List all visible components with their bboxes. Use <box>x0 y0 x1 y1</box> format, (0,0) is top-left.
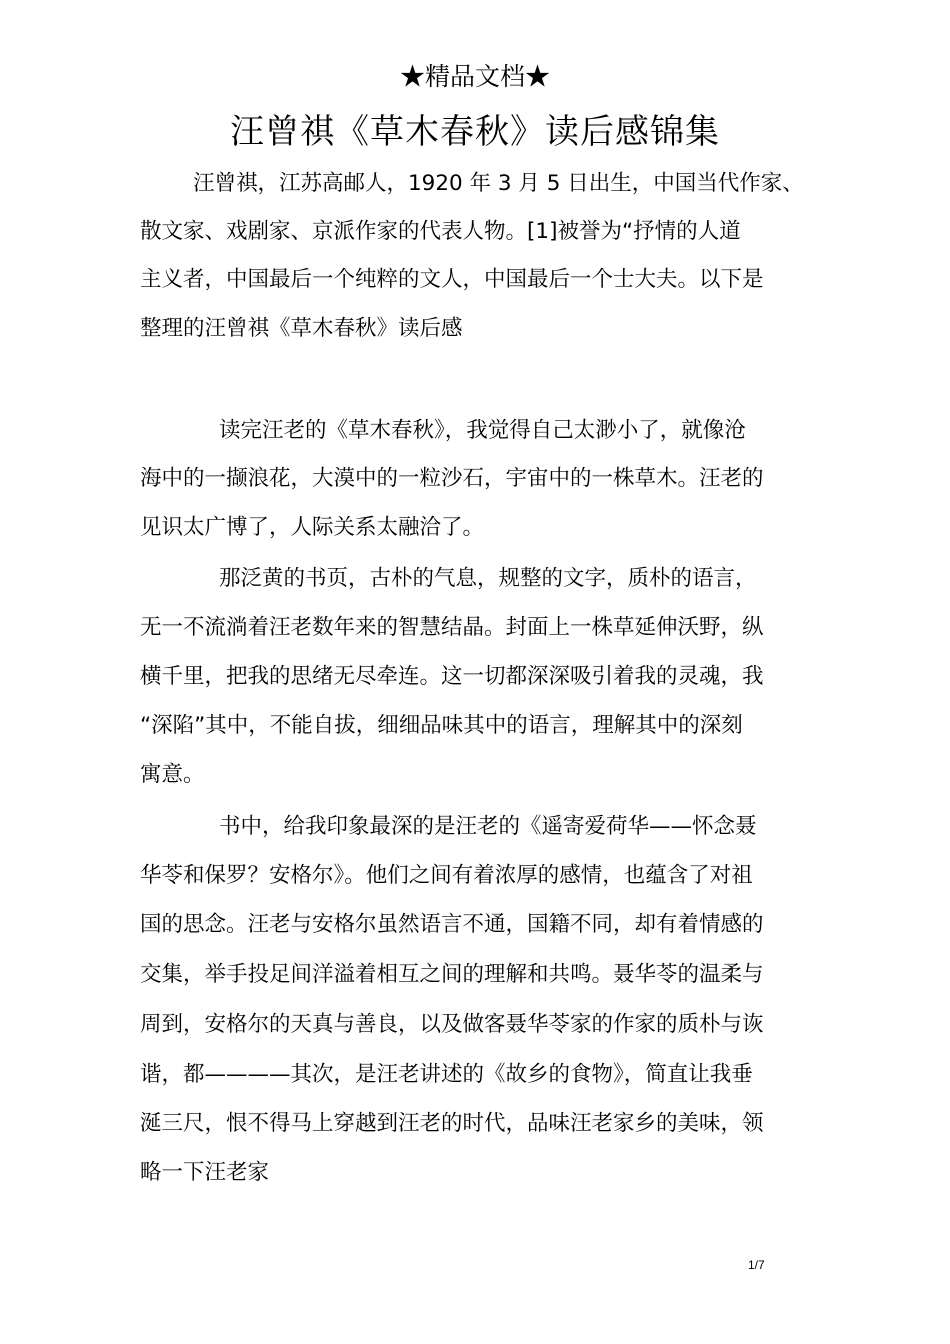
paragraph-line: 无一不流淌着汪老数年来的智慧结晶。封面上一株草延伸沃野，纵 <box>140 615 764 640</box>
paragraph-line: 华苓和保罗？安格尔》。他们之间有着浓厚的感情，也蕴含了对祖 <box>140 863 753 888</box>
paragraph-line: 周到，安格尔的天真与善良，以及做客聂华苓家的作家的质朴与诙 <box>140 1012 764 1037</box>
paragraph-line: 涎三尺，恨不得马上穿越到汪老的时代，品味汪老家乡的美味，领 <box>140 1111 764 1136</box>
intro-line: 主义者，中国最后一个纯粹的文人，中国最后一个士大夫。以下是 <box>140 267 764 292</box>
paragraph-line: 见识太广博了，人际关系太融洽了。 <box>140 515 485 540</box>
paragraph-line: 谐，都————其次，是汪老讲述的《故乡的食物》，简直让我垂 <box>140 1062 753 1087</box>
paragraph-line: 书中，给我印象最深的是汪老的《遥寄爱荷华——怀念聂 <box>219 814 757 839</box>
intro-line: 整理的汪曾祺《草木春秋》读后感 <box>140 316 463 341</box>
document-title: 汪曾祺《草木春秋》读后感锦集 <box>230 112 720 152</box>
paragraph-line: 读完汪老的《草木春秋》，我觉得自己太渺小了，就像沧 <box>219 418 746 443</box>
paragraph-line: 那泛黄的书页，古朴的气息，规整的文字，质朴的语言， <box>219 566 757 591</box>
header-mark: ★精品文档★ <box>399 62 550 91</box>
page-number: 1/7 <box>748 1258 765 1272</box>
intro-line: 散文家、戏剧家、京派作家的代表人物。[1]被誉为“抒情的人道 <box>140 219 741 244</box>
intro-line: 汪曾祺，江苏高邮人，1920 年 3 月 5 日出生，中国当代作家、 <box>193 171 804 196</box>
paragraph-line: 国的思念。汪老与安格尔虽然语言不通，国籍不同，却有着情感的 <box>140 912 764 937</box>
paragraph-line: 横千里，把我的思绪无尽牵连。这一切都深深吸引着我的灵魂，我 <box>140 664 764 689</box>
paragraph-line: “深陷”其中，不能自拔，细细品味其中的语言，理解其中的深刻 <box>140 713 743 738</box>
paragraph-line: 寓意。 <box>140 762 205 787</box>
paragraph-line: 交集，举手投足间洋溢着相互之间的理解和共鸣。聂华苓的温柔与 <box>140 962 764 987</box>
paragraph-line: 略一下汪老家 <box>140 1160 270 1185</box>
paragraph-line: 海中的一撷浪花，大漠中的一粒沙石，宇宙中的一株草木。汪老的 <box>140 466 764 491</box>
